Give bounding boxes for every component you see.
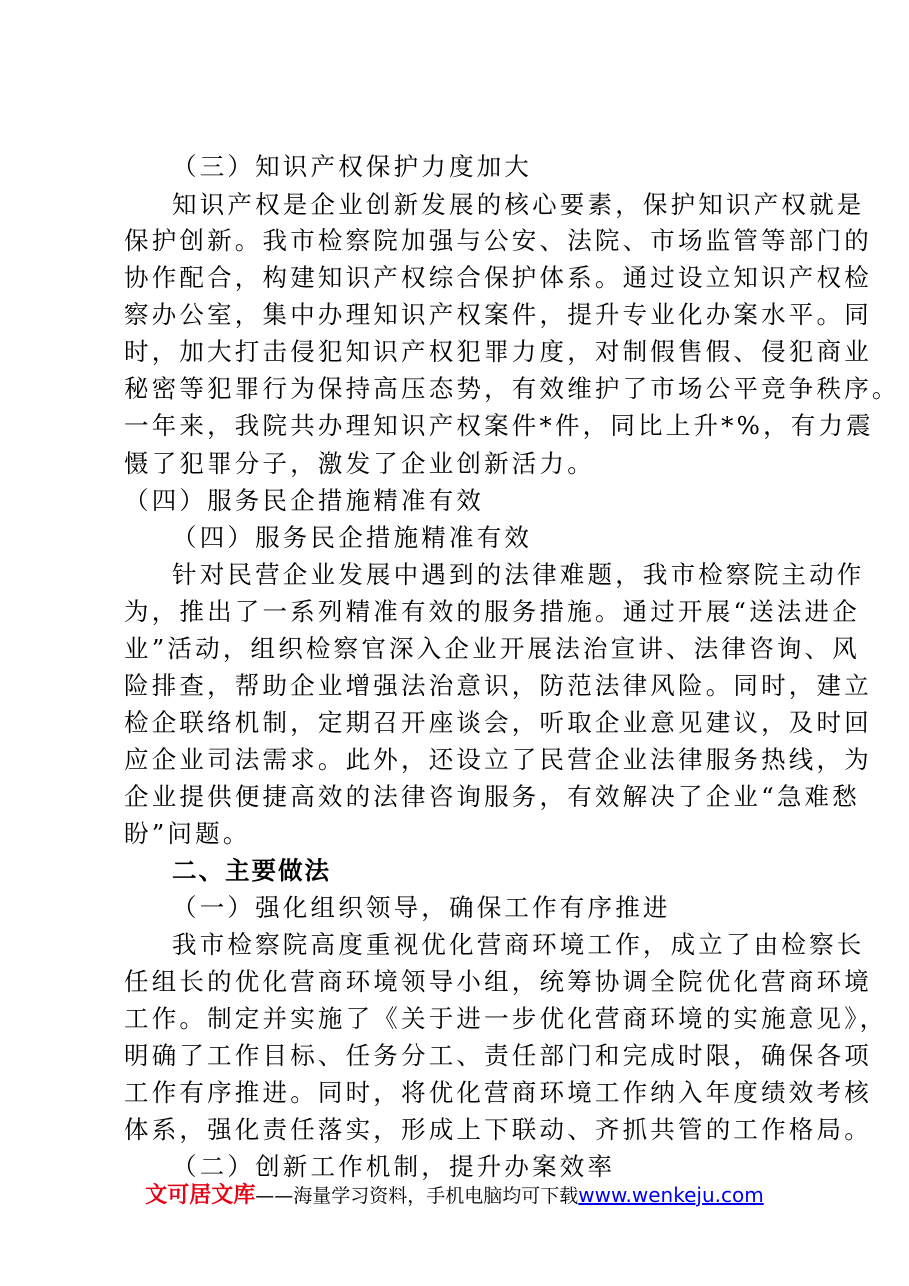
paragraph-line: 慑了犯罪分子，激发了企业创新活力。: [124, 449, 595, 478]
paragraph-line: 一年来，我院共办理知识产权案件*件，同比上升*%，有力震: [124, 411, 874, 440]
paragraph-line: 为，推出了一系列精准有效的服务措施。通过开展“送法进企: [124, 597, 860, 626]
footer-watermark: [0, 1180, 909, 1211]
paragraph-line: 保护创新。我市检察院加强与公安、法院、市场监管等部门的: [124, 226, 872, 255]
section-heading-leadership: （一）强化组织领导，确保工作有序推进: [172, 893, 671, 922]
paragraph-line: 企业提供便捷高效的法律咨询服务，有效解决了企业“急难愁: [124, 782, 860, 811]
paragraph-line: 时，加大打击侵犯知识产权犯罪力度，对制假售假、侵犯商业: [124, 337, 872, 366]
footer-slogan: ——海量学习资料，手机电脑均可下载: [255, 1185, 579, 1207]
paragraph-line: 知识产权是企业创新发展的核心要素，保护知识产权就是: [172, 190, 865, 219]
section-heading-private-enterprise: （四）服务民企措施精准有效: [172, 523, 533, 552]
paragraph-line: 秘密等犯罪行为保持高压态势，有效维护了市场公平竞争秩序。: [124, 374, 900, 403]
chapter-heading-main-practices: 二、主要做法: [172, 856, 331, 885]
section-heading-ip-protection: （三）知识产权保护力度加大: [172, 152, 533, 181]
paragraph-line: 明确了工作目标、任务分工、责任部门和完成时限，确保各项: [124, 1041, 872, 1070]
paragraph-line: 体系，强化责任落实，形成上下联动、齐抓共管的工作格局。: [124, 1115, 872, 1144]
paragraph-line: 检企联络机制，定期召开座谈会，听取企业意见建议，及时回: [124, 708, 872, 737]
paragraph-line: 工作。制定并实施了《关于进一步优化营商环境的实施意见》，: [124, 1004, 888, 1033]
paragraph-line: 险排查，帮助企业增强法治意识，防范法律风险。同时，建立: [124, 671, 872, 700]
footer-brand: 文可居文库: [145, 1183, 256, 1208]
paragraph-line: （四）服务民企措施精准有效: [124, 486, 485, 515]
paragraph-line: 业”活动，组织检察官深入企业开展法治宣讲、法律咨询、风: [124, 634, 860, 663]
paragraph-line: 我市检察院高度重视优化营商环境工作，成立了由检察长: [172, 930, 865, 959]
paragraph-line: 协作配合，构建知识产权综合保护体系。通过设立知识产权检: [124, 263, 872, 292]
paragraph-line: 工作有序推进。同时，将优化营商环境工作纳入年度绩效考核: [124, 1078, 872, 1107]
paragraph-line: 任组长的优化营商环境领导小组，统筹协调全院优化营商环境: [124, 967, 872, 996]
paragraph-line: 针对民营企业发展中遇到的法律难题，我市检察院主动作: [172, 560, 865, 589]
paragraph-line: 盼”问题。: [124, 819, 251, 848]
footer-url-link[interactable]: www.wenkeju.com: [578, 1183, 764, 1207]
paragraph-line: 应企业司法需求。此外，还设立了民营企业法律服务热线，为: [124, 745, 872, 774]
paragraph-line: 察办公室，集中办理知识产权案件，提升专业化办案水平。同: [124, 300, 872, 329]
section-heading-mechanism: （二）创新工作机制，提升办案效率: [172, 1152, 616, 1181]
